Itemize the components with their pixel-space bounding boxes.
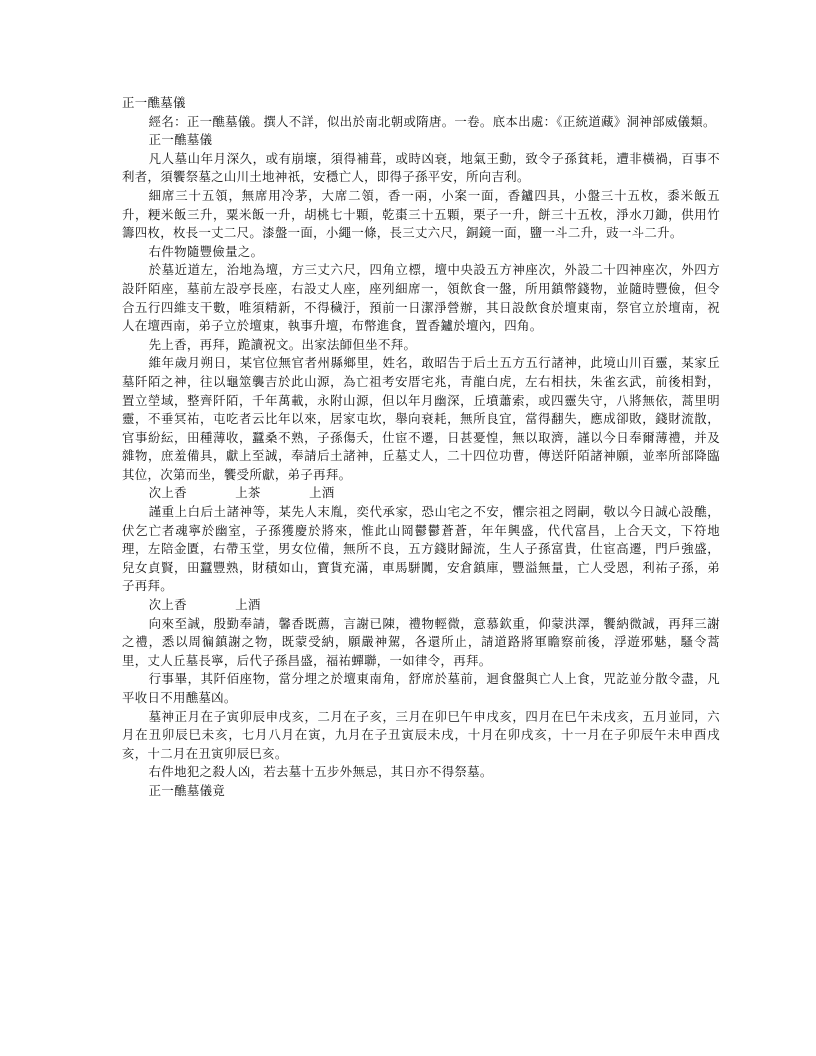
scripture-meta: 經名：正一醮墓儀。撰人不詳，似出於南北朝或隋唐。一卷。底本出處：《正統道藏》洞神部威儀類。 <box>148 113 716 129</box>
paragraph: 行事畢，其阡佰座物，當分埋之於壇東南角，舒席於墓前，迴食盤與亡人上食，咒訖並分散令盡，凡平收日不用醮墓凶。 <box>122 671 720 705</box>
paragraph: 右件物隨豐儉量之。 <box>148 243 264 259</box>
document-title: 正一醮墓儀 <box>122 95 186 110</box>
offering-step: 次上香 <box>148 485 187 501</box>
paragraph: 細席三十五領，無席用冷茅，大席二領，香一兩，小案一面，香鑪四具，小盤三十五枚，黍米飯五升，粳米飯三升，粟米飯一升，胡桃七十顆，乾棗三十五顆，栗子一升，餅三十五枚，淨水刀鋤，供用竹籌四枚，枚長一丈二尺。漆盤一面，小繩一條，長三丈六尺，銅鏡一面，鹽一斗二升，豉一斗二升。 <box>122 187 720 241</box>
section-title: 正一醮墓儀 <box>148 132 213 148</box>
document-ending: 正一醮墓儀竟 <box>148 782 226 798</box>
paragraph: 維年歲月朔日，某官位無官者州縣鄉里，姓名，敢昭告于后土五方五行諸神，此境山川百靈，某家丘墓阡陌之神，往以龜筮襲吉於此山源，為亡祖考安厝宅兆，青龍白虎，左右相扶，朱雀玄武，前後相對，置立塋域，整齊阡陌，千年萬載，永附山源，但以年月幽深，丘墳蕭索，或四靈失守，八將無依，蒿里明靈，不垂冥祐，屯吃者云比年以來，居家屯坎，舉向衰耗，無所良宜，當得翻失，應成卻敗，錢財流散，官事紛紜，田種薄收，蠶桑不熟，子孫傷夭，仕宦不遷，日甚憂惶，無以取濟，謹以今日奉爾薄禮，并及雜物，庶羞備具，獻上至誠，奉請后土諸神，丘墓丈人，二十四位功曹，傳送阡陌諸神願，並率所部降臨其位，次第而坐，饗受所獻，弟子再拜。 <box>122 355 720 482</box>
paragraph: 墓神正月在子寅卯辰申戌亥，二月在子亥，三月在卯巳午申戌亥，四月在巳午未戌亥，五月並同，六月在丑卯辰巳未亥，七月八月在寅，九月在子丑寅辰未戌，十月在卯戌亥，十一月在子卯辰午未申酉戌亥，十二月在丑寅卯辰巳亥。 <box>122 708 720 761</box>
offering-sequence <box>122 484 720 503</box>
offering-step: 上酒 <box>309 485 335 501</box>
paragraph: 向來至誠，殷勤奉請，馨香既薦，言謝已陳，禮物輕微，意慕欽重，仰蒙洪澤，饗納微誠，再拜三謝之禮，悉以周徧鎮謝之物，既蒙受納，願嚴神駕，各還所止，請道路將軍瞻察前後，浮遊邪魅，騷令蒿里，丈人丘墓長寧，后代子孫昌盛，福祐蟬聯，一如律令，再拜。 <box>122 615 720 668</box>
paragraph: 凡人墓山年月深久，或有崩壞，須得補葺，或時凶衰，地氣王動，致令子孫貧耗，遭非橫禍，百事不利者，須饗祭墓之山川土地神祇，安穩亡人，即得子孫平安，所向吉利。 <box>122 150 720 185</box>
paragraph: 先上香，再拜，跪讀祝文。出家法師但坐不拜。 <box>148 336 417 352</box>
offering-step: 上酒 <box>235 597 261 613</box>
offering-step: 上茶 <box>235 485 261 501</box>
paragraph: 右件地犯之殺人凶，若去墓十五步外無忌，其日亦不得祭墓。 <box>148 764 493 780</box>
paragraph: 謹重上白后土諸神等，某先人末胤，奕代承家，恐山宅之不安，懼宗祖之罔嗣，敬以今日誠心設醮，伏乞亡者魂寧於幽室，子孫獲慶於將來，惟此山岡鬱鬱蒼蒼，年年興盛，代代富昌，上合天文，下符地理，左陪金匱，右帶玉堂，男女位備，無所不良，五方錢財歸流，生人子孫富貴，仕宦高遷，門戶強盛，兒女貞賢，田蠶豐熟，財積如山，寶貨充滿，車馬駢闐，安倉鎮庫，豐溢無量，亡人受恩，利祐子孫，弟子再拜。 <box>122 504 720 594</box>
document-page <box>122 94 720 801</box>
offering-step: 次上香 <box>148 597 187 613</box>
paragraph: 於墓近道左，治地為壇，方三丈六尺，四角立標，壇中央設五方神座次，外設二十四神座次，外四方設阡陌座，墓前左設亭長座，右設丈人座，座列細席一，領飲食一盤，所用鎮幣錢物，並隨時豐儉，但令合五行四維支干數，唯須精新，不得穢汙，預前一日潔淨營辦，其日設飲食於壇東南，祭官立於壇南，祝人在壇西南，弟子立於壇東，執事升壇，布幣進食，置香鑪於壇內，四角。 <box>122 262 720 334</box>
offering-sequence <box>122 596 720 615</box>
